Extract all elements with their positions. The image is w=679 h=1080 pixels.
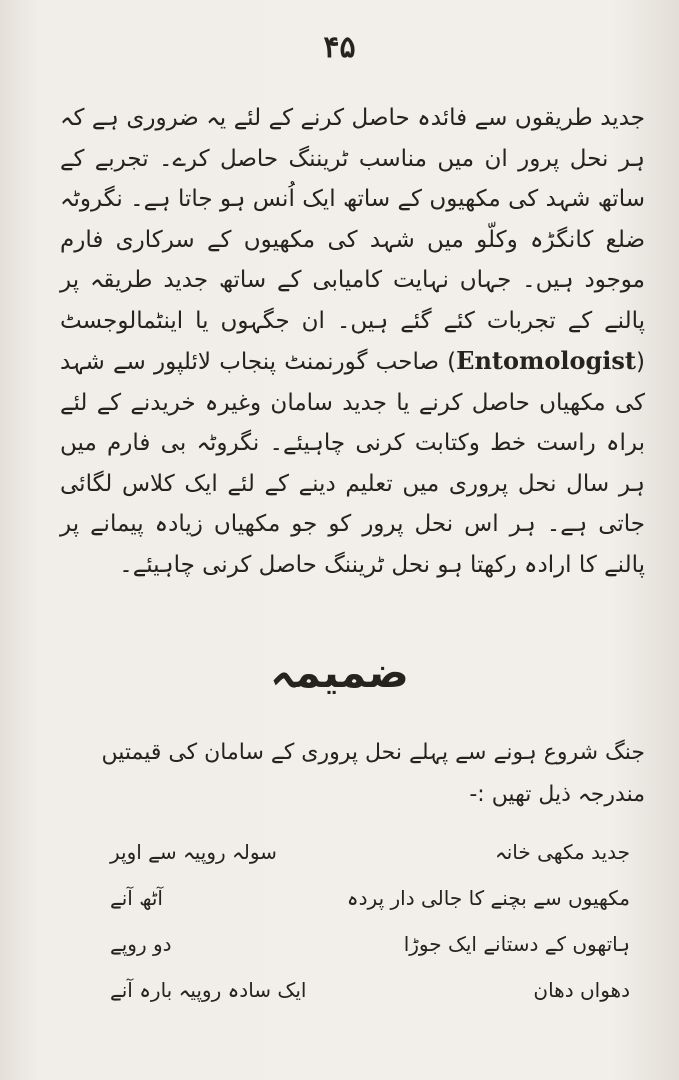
price-row bbox=[110, 840, 630, 886]
price-row-item: جدید مکھی خانہ bbox=[494, 840, 630, 864]
price-row-item: دھواں دھان bbox=[533, 978, 630, 1002]
paragraph-text-before-term: جدید طریقوں سے فائدہ حاصل کرنے کے لئے یہ ضروری ہے کہ ہر نحل پرور ان میں مناسب ٹریننگ حاصل کرے۔ تجربے کے ساتھ شہد کی مکھیوں کے ساتھ ایک اُنس ہو جاتا ہے۔ نگروٹہ ضلع کانگڑہ وکلّو میں شہد کی مکھیوں کے سرکاری فارم موجود ہیں۔ جہاں نہایت کامیابی کے ساتھ جدید طریقہ پر پالنے کے تجربات کئے گئے ہیں۔ ان جگہوں یا اینٹمالوجسٹ ( bbox=[60, 105, 645, 375]
price-row-price: ایک سادہ روپیہ بارہ آنے bbox=[110, 978, 307, 1002]
price-row bbox=[110, 886, 630, 932]
price-row bbox=[110, 978, 630, 1024]
price-row-item: مکھیوں سے بچنے کا جالی دار پردہ bbox=[346, 886, 630, 910]
price-row-price: دو روپے bbox=[110, 932, 172, 956]
price-row-price: آٹھ آنے bbox=[110, 886, 163, 910]
entomologist-term: Entomologist bbox=[456, 346, 637, 375]
appendix-title: ضمیمہ bbox=[270, 648, 409, 697]
price-row bbox=[110, 932, 630, 978]
price-row-price: سولہ روپیہ سے اوپر bbox=[110, 840, 277, 864]
appendix-intro: جنگ شروع ہونے سے پہلے نحل پروری کے سامان کی قیمتیں مندرجہ ذیل تھیں :- bbox=[101, 740, 645, 807]
price-list bbox=[110, 840, 630, 1024]
paragraph-text-after-term: ) صاحب گورنمنٹ پنجاب لائلپور سے شہد کی مکھیاں حاصل کرنے یا جدید سامان وغیرہ خریدنے کے لئے براہ راست خط وکتابت کرنی چاہیئے۔ نگروٹہ بی فارم میں ہر سال نحل پروری میں تعلیم دینے کے لئے ایک کلاس لگائی جاتی ہے۔ ہر اس نحل پرور کو جو مکھیاں زیادہ پیمانے پر پالنے کا ارادہ رکھتا ہو نحل ٹریننگ حاصل کرنی چاہیئے۔ bbox=[60, 349, 645, 578]
price-row-item: ہاتھوں کے دستانے ایک جوڑا bbox=[403, 932, 630, 956]
body-paragraph bbox=[60, 98, 645, 585]
page-number: ۴۵ bbox=[323, 30, 356, 65]
